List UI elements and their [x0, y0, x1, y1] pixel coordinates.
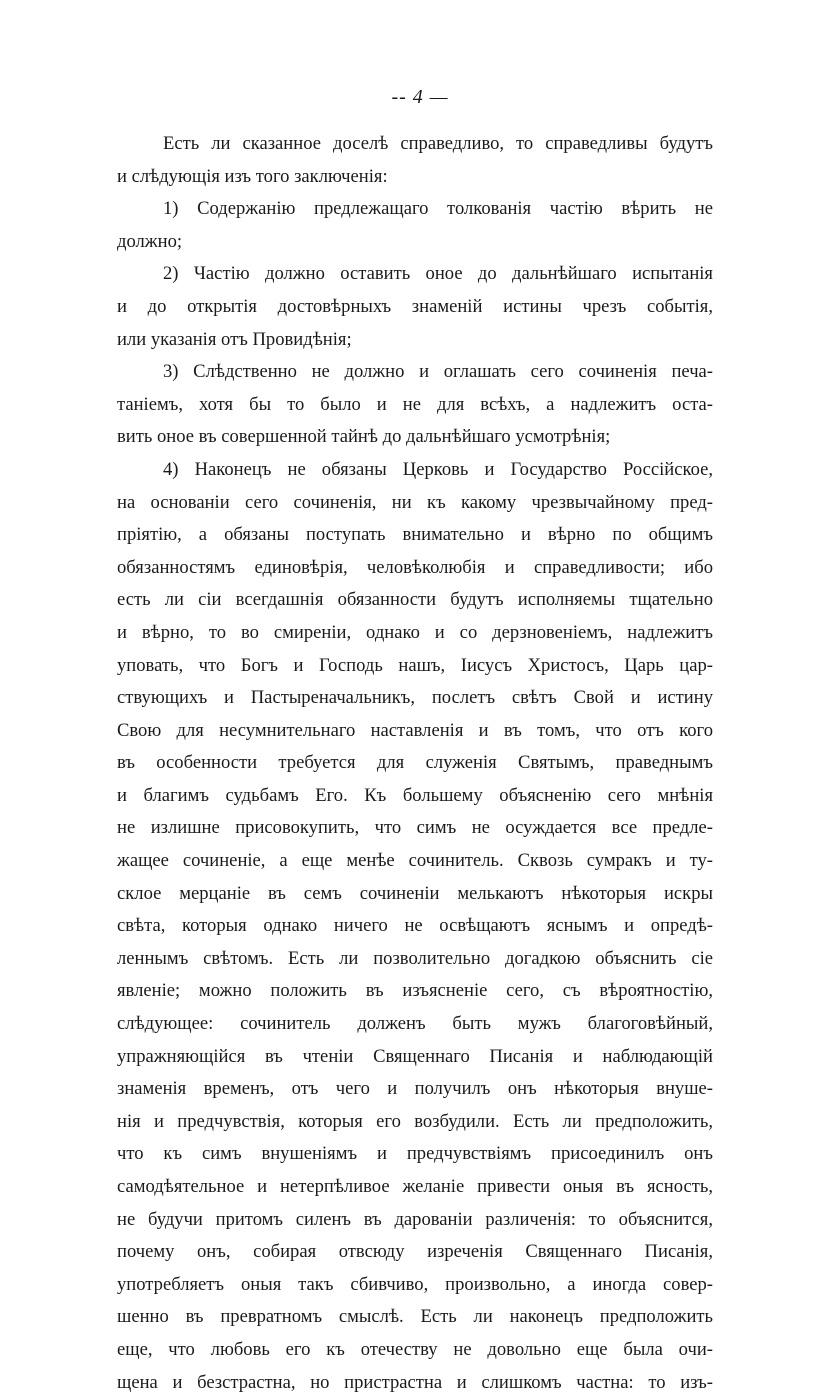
text-line: въ особенности требуется для служенія Святымъ, праведнымъ: [117, 752, 713, 774]
text-line: 2) Частію должно оставить оное до дальнѣйшаго испытанія: [163, 263, 713, 285]
text-line: знаменія временъ, отъ чего и получилъ онъ нѣкоторыя внуше-: [117, 1078, 713, 1100]
text-line: пріятію, а обязаны поступать внимательно и вѣрно по общимъ: [117, 524, 713, 546]
text-line: упражняющійся въ чтеніи Священнаго Писанія и наблюдающій: [117, 1045, 713, 1067]
text-line: Есть ли сказанное доселѣ справедливо, то справедливы будутъ: [163, 133, 713, 154]
text-line: уповать, что Богъ и Господь нашъ, Іисусъ Христосъ, Царь цар-: [117, 654, 713, 676]
text-line: должно;: [117, 230, 183, 252]
text-line: и до открытія достовѣрныхъ знаменій истины чрезъ событія,: [117, 295, 713, 317]
text-line: 1) Содержанію предлежащаго толкованія частію вѣрить не: [163, 198, 713, 220]
text-line: жащее сочиненіе, а еще менѣе сочинитель. Сквозь сумракъ и ту-: [117, 850, 713, 872]
text-line: Свою для несумнительнаго наставленія и въ томъ, что отъ кого: [117, 719, 713, 741]
text-line: леннымъ свѣтомъ. Есть ли позволительно догадкою объяснить сіе: [117, 947, 713, 969]
text-line: обязанностямъ единовѣрія, человѣколюбія и справедливости; ибо: [117, 556, 713, 578]
text-line: и благимъ судьбамъ Его. Къ большему объясненію сего мнѣнія: [117, 784, 713, 806]
text-line: склое мерцаніе въ семъ сочиненіи мелькаютъ нѣкоторыя искры: [117, 882, 713, 904]
text-line: 3) Слѣдственно не должно и оглашать сего сочиненія печа-: [163, 361, 713, 383]
text-line: самодѣятельное и нетерпѣливое желаніе привести оныя въ ясность,: [117, 1176, 713, 1197]
text-line: шенно въ превратномъ смыслѣ. Есть ли наконецъ предположить: [117, 1306, 713, 1328]
text-line: на основаніи сего сочиненія, ни къ какому чрезвычайному пред-: [117, 491, 713, 513]
text-line: что къ симъ внушеніямъ и предчувствіямъ присоединилъ онъ: [117, 1143, 713, 1165]
text-line: нія и предчувствія, которыя его возбудили. Есть ли предположить,: [117, 1110, 713, 1132]
text-line: явленіе; можно положить въ изъясненіе сего, съ вѣроятностію,: [117, 980, 713, 1002]
text-line: щена и безстрастна, но пристрастна и слишкомъ частна: то изъ-: [117, 1371, 713, 1393]
page-number: -- 4 —: [391, 86, 449, 108]
text-line: и вѣрно, то во смиреніи, однако и со дерзновеніемъ, надлежитъ: [117, 621, 713, 643]
text-line: не будучи притомъ силенъ въ дарованіи различенія: то объяснится,: [117, 1208, 713, 1230]
body-text: [117, 128, 713, 1399]
text-line: 4) Наконецъ не обязаны Церковь и Государство Россійское,: [163, 458, 713, 480]
text-line: и слѣдующія изъ того заключенія:: [117, 165, 388, 187]
text-line: свѣта, которыя однако ничего не освѣщаютъ яснымъ и опредѣ-: [117, 915, 713, 937]
text-line: слѣдующее: сочинитель долженъ быть мужъ благоговѣйный,: [117, 1013, 713, 1035]
text-line: почему онъ, собирая отвсюду изреченія Священнаго Писанія,: [117, 1241, 713, 1263]
text-line: не излишне присовокупить, что симъ не осуждается все предле-: [117, 817, 713, 839]
text-line: вить оное въ совершенной тайнѣ до дальнѣйшаго усмотрѣнія;: [117, 426, 611, 448]
text-line: или указанія отъ Провидѣнія;: [117, 328, 352, 350]
text-line: употребляетъ оныя такъ сбивчиво, произвольно, а иногда совер-: [117, 1273, 713, 1295]
text-line: ствующихъ и Пастыреначальникъ, послетъ свѣтъ Свой и истину: [117, 687, 713, 709]
text-line: таніемъ, хотя бы то было и не для всѣхъ, а надлежитъ оста-: [117, 393, 713, 415]
text-line: еще, что любовь его къ отечеству не довольно еще была очи-: [117, 1338, 713, 1360]
text-line: есть ли сіи всегдашнія обязанности будутъ исполняемы тщательно: [117, 589, 713, 611]
